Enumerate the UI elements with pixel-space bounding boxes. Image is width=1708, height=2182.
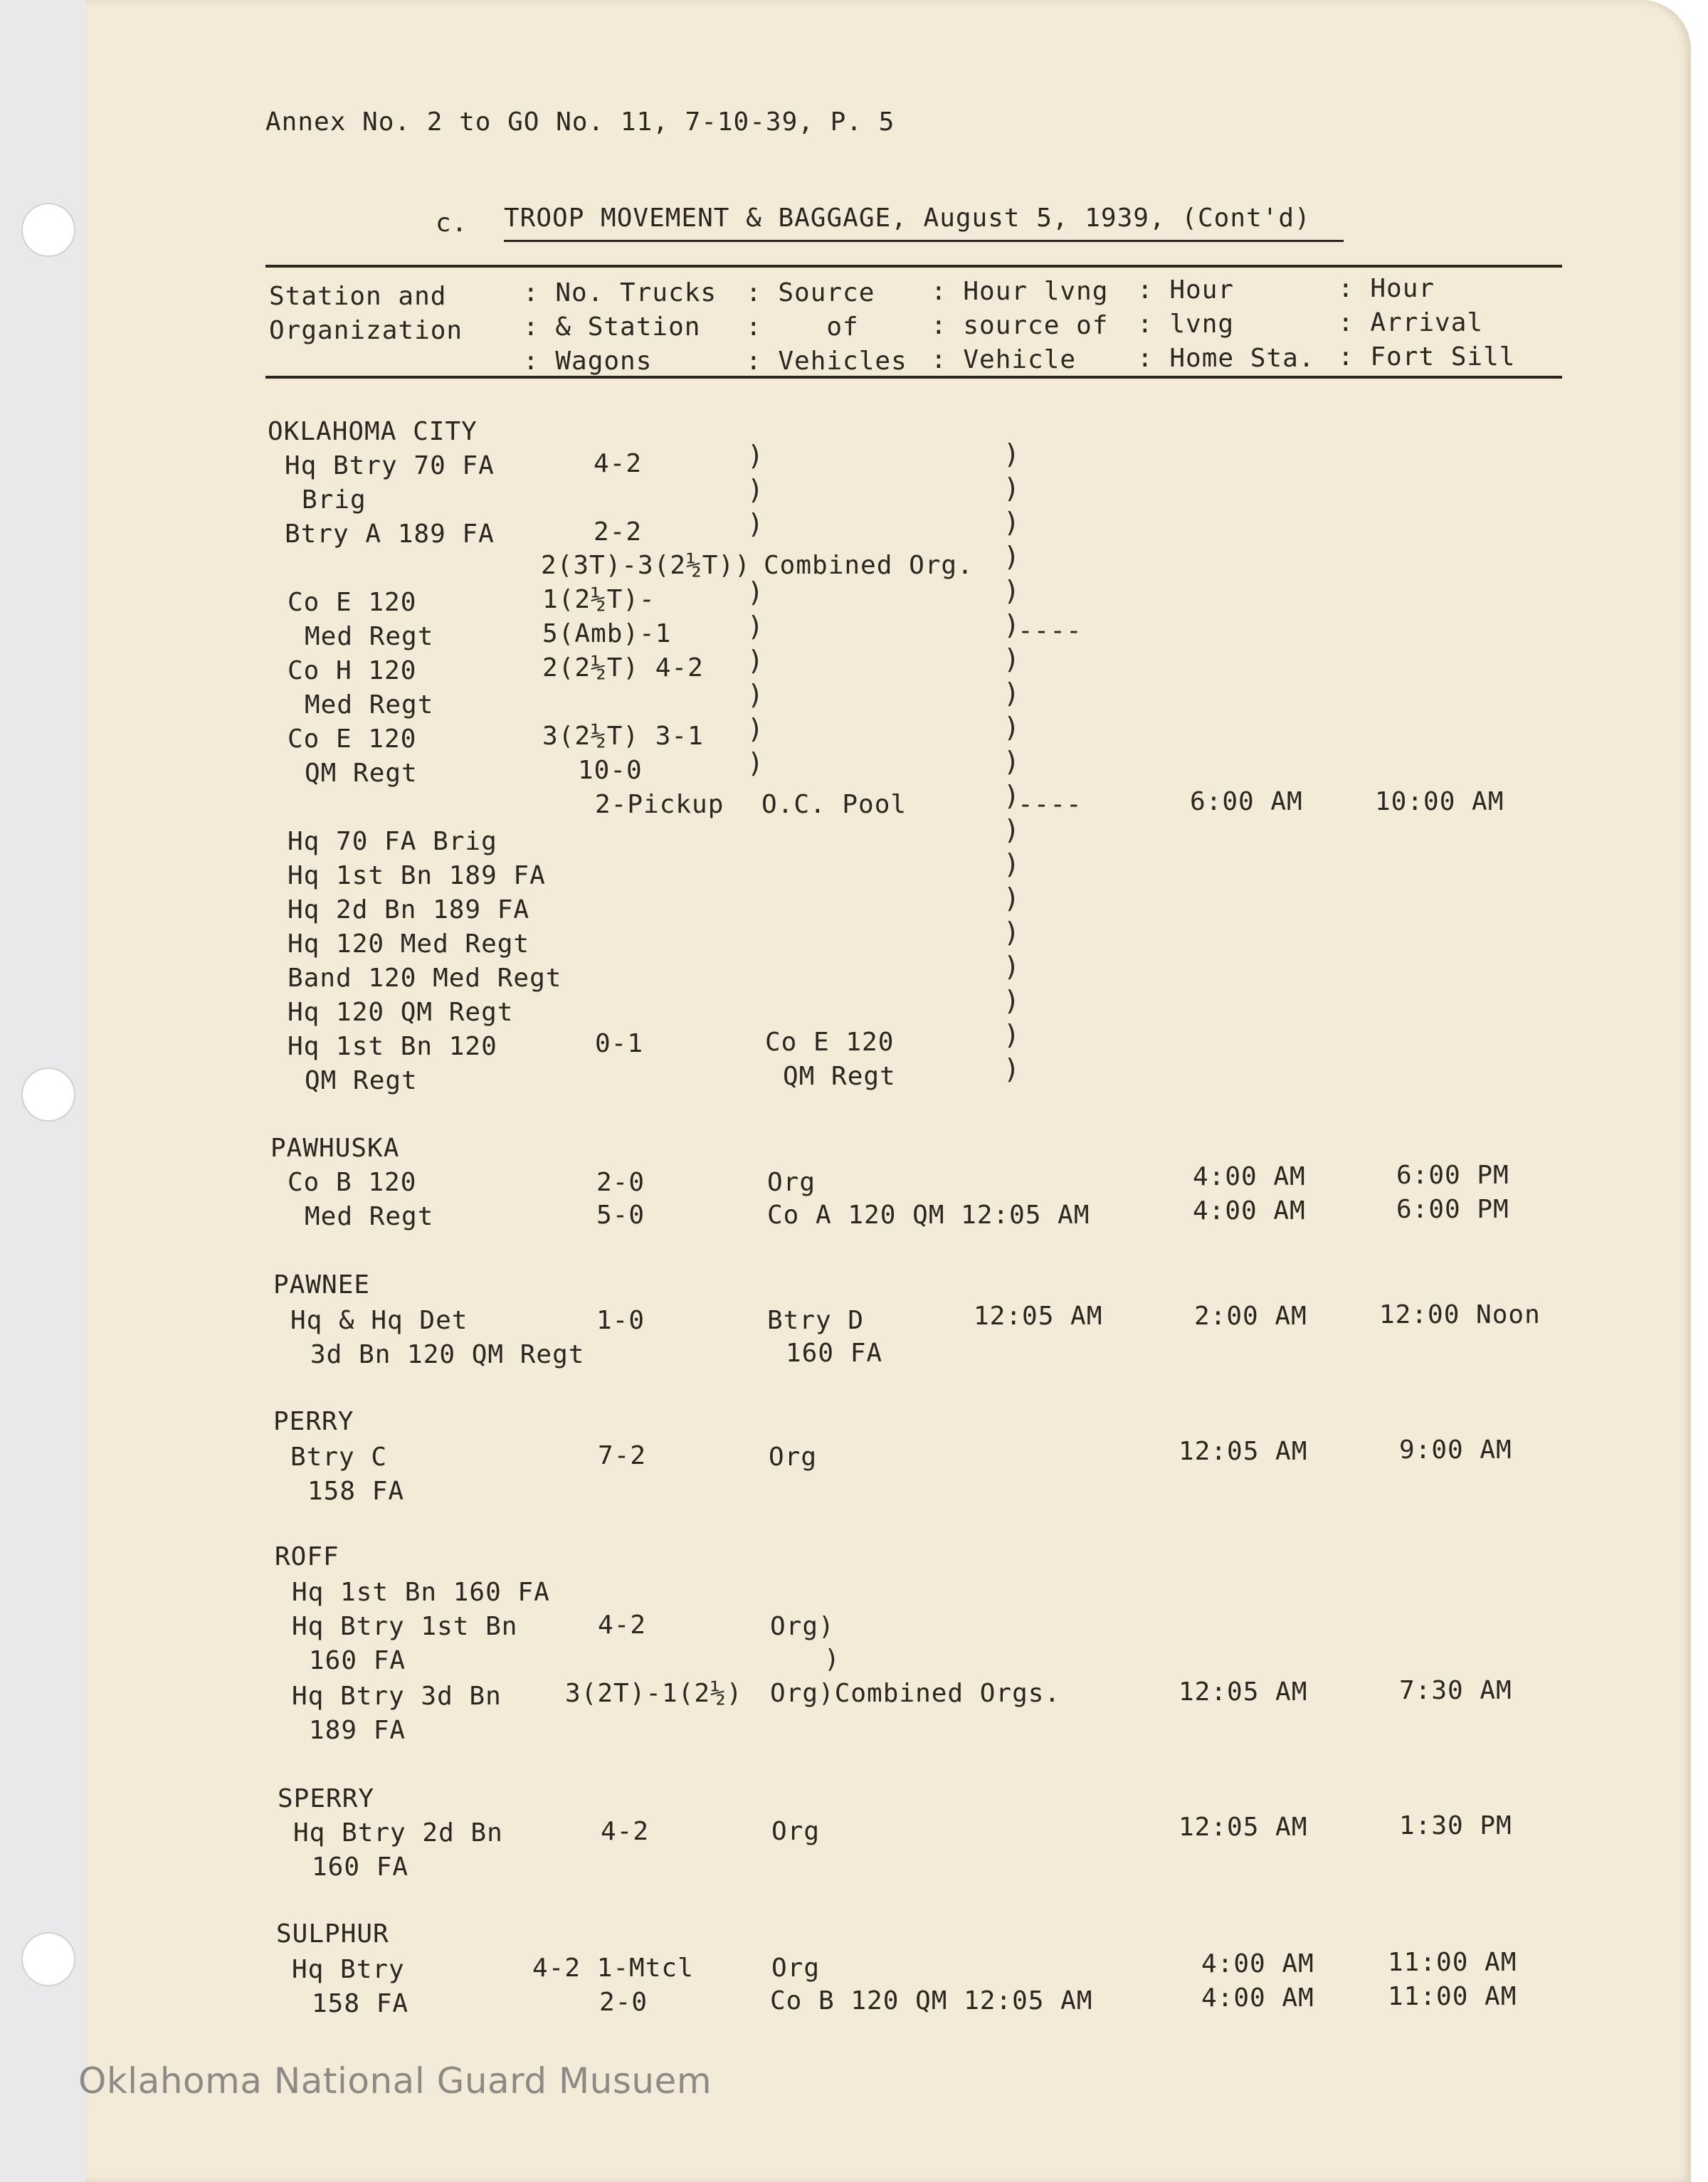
trucks-value: 4-2 [594,449,643,478]
trucks-value: 5-0 [596,1201,645,1230]
trucks-value: 3(2T)-1(2½) [565,1679,743,1708]
trucks-value: 2-0 [596,1168,645,1197]
source-value: Org) [770,1612,835,1641]
column-header: Station and [269,282,447,311]
bracket: ) ) ) ) ) ) ) ) ) ) ) ) ) ) ) ) ) ) ) [1003,438,1020,1085]
column-header: : Fort Sill [1338,342,1516,371]
trucks-value: 4-2 1-Mtcl [532,1954,694,1983]
source-value: Org [767,1168,816,1197]
arrival-time: 11:00 AM [1388,1948,1517,1977]
station-name: PERRY [273,1407,354,1436]
source-value: Org [769,1443,818,1472]
source-value: Co A 120 QM 12:05 AM [767,1201,1090,1230]
trucks-value: 2-2 [594,517,643,547]
org-line: Hq Btry 1st Bn [292,1612,518,1641]
trucks-value: 1(2½T)- [542,585,655,614]
trucks-value: 3(2½T) 3-1 [542,722,704,751]
arrival-time: 6:00 PM [1396,1161,1509,1190]
station-name: SULPHUR [276,1919,389,1949]
trucks-value: 2-0 [599,1988,648,2017]
org-line: Hq 120 QM Regt [288,998,514,1027]
arrival-time: 9:00 AM [1399,1435,1512,1465]
org-line: QM Regt [305,1066,418,1095]
annex-line: Annex No. 2 to GO No. 11, 7-10-39, P. 5 [265,107,895,137]
source-value: Org [771,1954,821,1983]
org-line: Hq Btry [292,1955,405,1984]
station-name: SPERRY [278,1784,375,1813]
leave-home-time: 12:05 AM [1179,1677,1308,1707]
org-line: Hq 2d Bn 189 FA [288,895,530,924]
arrival-time: 7:30 AM [1399,1676,1512,1705]
source-value: Btry D [767,1306,865,1335]
org-line: Hq 70 FA Brig [288,827,497,856]
station-name: PAWHUSKA [270,1134,400,1163]
binder-hole [21,1932,75,1986]
museum-watermark: Oklahoma National Guard Musuem [78,2060,712,2102]
binder-hole [21,1068,75,1122]
leave-home-time: 6:00 AM [1190,787,1303,816]
title-underline [504,240,1344,242]
org-line: Hq 1st Bn 120 [288,1032,497,1061]
column-header: : & Station [523,312,701,342]
column-header: : Arrival [1338,308,1484,337]
org-line: Hq 1st Bn 189 FA [288,861,546,890]
org-line: Brig [302,485,367,515]
leave-home-time: 2:00 AM [1194,1302,1307,1331]
column-header: : Hour [1338,274,1435,303]
source-value: ) [824,1645,840,1674]
org-line: 160 FA [309,1646,406,1675]
org-line: Band 120 Med Regt [288,964,562,993]
leave-home-time: 12:05 AM [1179,1437,1308,1466]
page-title: TROOP MOVEMENT & BAGGAGE, August 5, 1939, (Cont'd) [504,204,1311,233]
org-line: Med Regt [305,690,434,720]
org-line: Co B 120 [288,1168,417,1197]
org-line: Hq 1st Bn 160 FA [292,1578,550,1607]
source-value: Co E 120 [765,1028,895,1057]
column-header: : Hour [1137,275,1235,305]
arrival-time: 11:00 AM [1388,1982,1517,2011]
column-header: : Home Sta. [1137,344,1315,373]
org-line: Med Regt [305,622,434,651]
trucks-value: 7-2 [598,1441,647,1470]
trucks-value: 2-Pickup [595,790,724,819]
station-name: ROFF [275,1542,339,1571]
org-line: Co H 120 [288,656,417,685]
leave-source-time: 12:05 AM [974,1302,1103,1331]
org-line: 3d Bn 120 QM Regt [310,1340,585,1369]
dash-line: ---- [1018,616,1082,645]
column-header: Organization [269,316,463,345]
org-line: Hq Btry 3d Bn [292,1682,502,1711]
org-line: Hq 120 Med Regt [288,929,530,959]
column-header: : lvng [1137,310,1235,339]
binder-hole [21,203,75,257]
leave-home-time: 12:05 AM [1179,1813,1308,1842]
source-value: Org [771,1817,821,1846]
trucks-value: 0-1 [595,1029,644,1058]
org-line: 189 FA [309,1716,406,1745]
column-header: : Hour lvng [931,277,1109,306]
trucks-value: 5(Amb)-1 [542,619,672,648]
arrival-time: 1:30 PM [1399,1811,1512,1840]
arrival-time: 6:00 PM [1396,1195,1509,1224]
source-value: Combined Org. [764,551,974,580]
source-value: O.C. Pool [761,790,907,819]
column-header: : of [746,312,859,342]
section-letter: c. [436,209,468,238]
source-value: 160 FA [786,1339,883,1368]
org-line: Hq & Hq Det [290,1306,468,1335]
column-header: : No. Trucks [523,278,717,307]
table-top-rule [265,265,1562,268]
column-header: : Vehicle [931,345,1077,374]
trucks-value: 2(2½T) 4-2 [542,653,704,682]
trucks-value: 1-0 [596,1306,645,1335]
station-name: PAWNEE [273,1270,371,1300]
leave-home-time: 4:00 AM [1201,1983,1314,2013]
column-header: : source of [931,311,1109,340]
org-line: Btry C [290,1443,388,1472]
leave-home-time: 4:00 AM [1193,1162,1306,1191]
bracket: ) ) ) ) ) ) ) ) ) [747,440,764,779]
arrival-time: 10:00 AM [1375,787,1504,816]
trucks-value: 10-0 [578,756,643,785]
org-line: Hq Btry 2d Bn [293,1818,503,1848]
org-line: 158 FA [307,1477,405,1506]
org-line: 158 FA [312,1989,409,2018]
org-line: Co E 120 [288,724,417,754]
org-line: 160 FA [312,1852,409,1882]
dash-line: ---- [1018,790,1082,819]
table-header-rule [265,376,1562,379]
source-value: Org)Combined Orgs. [770,1679,1061,1708]
column-header: : Vehicles [746,347,907,376]
source-value: Co B 120 QM 12:05 AM [770,1986,1093,2015]
column-header: : Source [746,278,875,307]
leave-home-time: 4:00 AM [1201,1949,1314,1978]
org-line: QM Regt [305,759,418,788]
station-name: OKLAHOMA CITY [268,417,478,446]
arrival-time: 12:00 Noon [1379,1300,1541,1329]
trucks-value: 2(3T)-3(2½T)) [541,551,751,580]
org-line: Med Regt [305,1202,434,1231]
trucks-value: 4-2 [598,1611,647,1640]
org-line: Co E 120 [288,588,417,617]
column-header: : Wagons [523,347,653,376]
source-value: QM Regt [783,1062,896,1091]
trucks-value: 4-2 [601,1817,650,1846]
leave-home-time: 4:00 AM [1193,1196,1306,1226]
org-line: Hq Btry 70 FA [285,451,495,480]
org-line: Btry A 189 FA [285,520,495,549]
